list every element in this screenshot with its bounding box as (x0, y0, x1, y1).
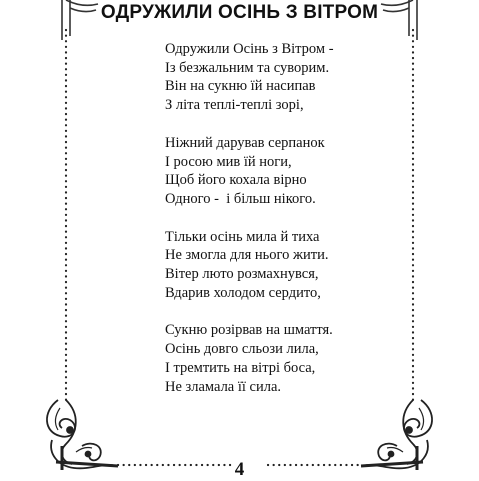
poem-line: Ніжний дарував серпанок (165, 134, 325, 151)
page-number: 4 (234, 459, 245, 480)
poem-line: Одного - і більш нікого. (165, 190, 316, 207)
poem-line: Не змогла для нього жити. (165, 247, 329, 264)
poem-line: Із безжальним та суворим. (165, 59, 330, 76)
poem-line: Щоб його кохала вірно (165, 172, 307, 189)
stanza (165, 228, 334, 303)
poem-line: Він на сукню їй насипав (165, 78, 316, 95)
stanza (165, 40, 334, 115)
poem-line: Вітер люто розмахнувся, (165, 266, 319, 283)
poem-line: Вдарив холодом сердито, (165, 284, 321, 301)
stanza (165, 321, 334, 396)
poem-line: Сукню розірвав на шмаття. (165, 322, 333, 339)
poem-line: Осінь довго сльози лила, (165, 341, 319, 358)
poem-line: І росою мив їй ноги, (165, 153, 292, 170)
poem-body (165, 40, 334, 396)
poem-title: ОДРУЖИЛИ ОСІНЬ З ВІТРОМ (100, 2, 379, 23)
poem-line: Не зламала її сила. (165, 378, 282, 395)
poem-line: Тільки осінь мила й тиха (165, 228, 320, 245)
stanza (165, 134, 334, 209)
poem-line: І тремтить на вітрі боса, (165, 359, 316, 376)
poem-line: Одружили Осінь з Вітром - (165, 41, 334, 57)
poem-line: З літа теплі-теплі зорі, (165, 97, 304, 114)
